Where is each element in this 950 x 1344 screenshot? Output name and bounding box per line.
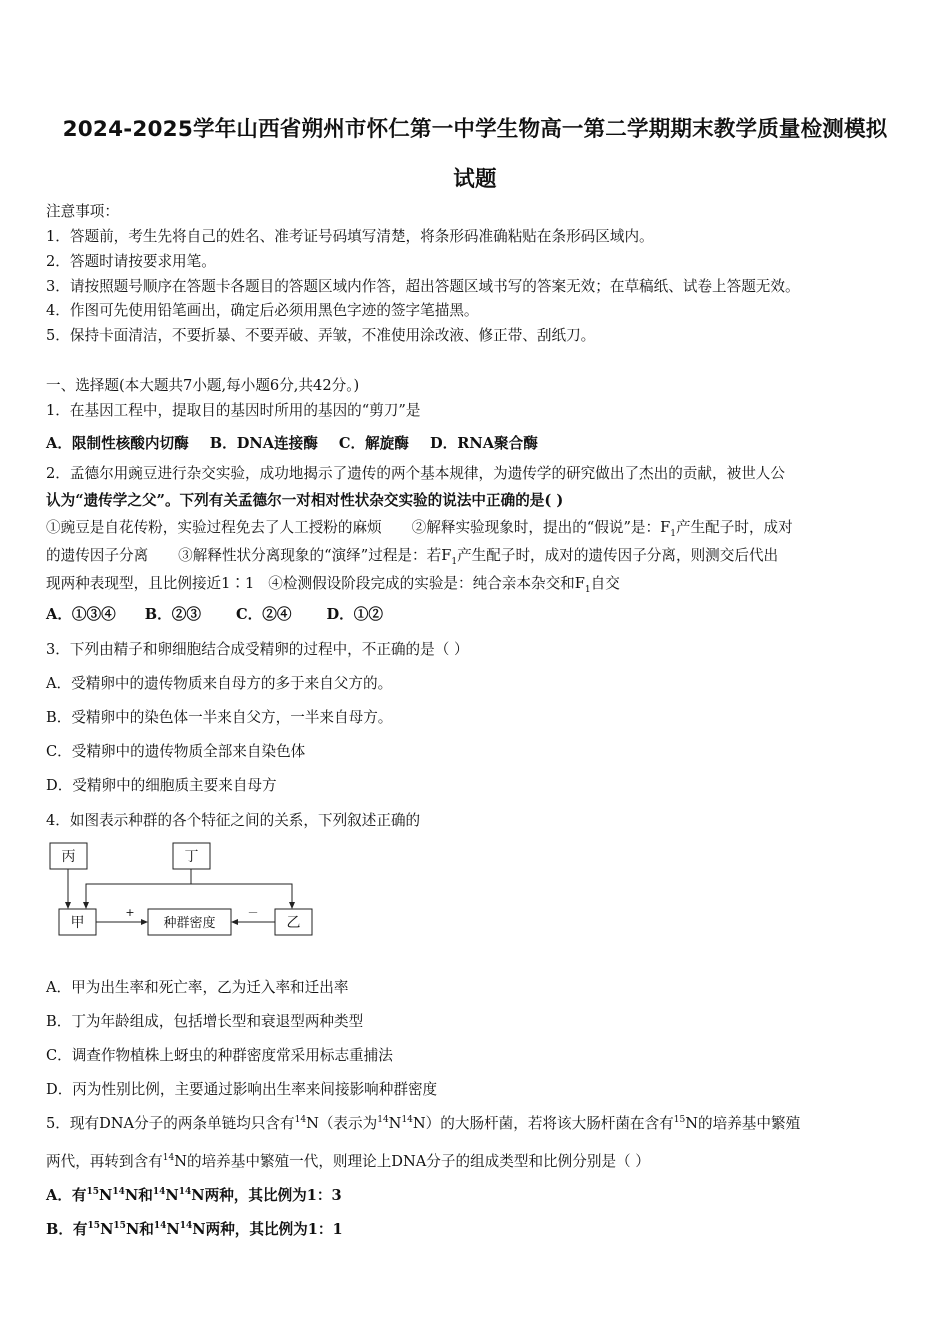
statement-4: ④检测假设阶段完成的实验是：纯合亲本杂交和F <box>268 575 585 592</box>
option-d[interactable]: D．RNA聚合酶 <box>429 435 538 452</box>
notice-item: 4．作图可先使用铅笔画出，确定后必须用黑色字迹的签字笔描黑。 <box>46 302 479 319</box>
statement-2-cont: 产生配子时，成对 <box>675 519 793 536</box>
arrowhead <box>231 919 238 925</box>
notice-item: 3．请按照题号顺序在答题卡各题目的答题区域内作答，超出答题区域书写的答案无效；在草稿纸、试卷上答题无效。 <box>46 278 800 295</box>
notice-heading: 注意事项： <box>46 203 119 220</box>
option-a[interactable]: A．限制性核酸内切酶 <box>46 435 189 452</box>
section-heading: 一、选择题(本大题共7小题,每小题6分,共42分。) <box>46 377 360 394</box>
statement-3-cont: 产生配子时，成对的遗传因子分离，则测交后代出 <box>457 547 779 564</box>
label-jia: 甲 <box>70 915 85 931</box>
label-ding: 丁 <box>184 849 199 865</box>
statement-2: ②解释实验现象时，提出的“假说”是：F <box>411 519 671 536</box>
subscript: 1 <box>670 528 676 539</box>
question-1-stem: 1．在基因工程中，提取目的基因时所用的基因的“剪刀”是 <box>46 402 421 419</box>
option-c[interactable]: C．解旋酶 <box>338 435 409 452</box>
question-4-stem: 4．如图表示种群的各个特征之间的关系，下列叙述正确的 <box>46 812 421 829</box>
option-a[interactable]: A．有$^{15}N^{14}N$和$^{14}N^{14}N$两种，其比例为1：3 <box>46 1187 342 1204</box>
statement-2-end: 的遗传因子分离 <box>46 547 149 564</box>
arrowhead <box>83 902 89 909</box>
option-b[interactable]: B．丁为年龄组成，包括增长型和衰退型两种类型 <box>46 1013 364 1030</box>
subscript: 1 <box>584 584 591 595</box>
label-minus: － <box>247 906 259 919</box>
option-b[interactable]: B．DNA连接酶 <box>209 435 318 452</box>
question-2-stem-cont: 认为“遗传学之父”。下列有关孟德尔一对相对性状杂交实验的说法中正确的是( ) <box>46 492 564 509</box>
arrowhead <box>65 902 71 909</box>
arrowhead <box>141 919 148 925</box>
label-plus: + <box>125 906 135 919</box>
option-c[interactable]: C．②④ <box>236 606 292 623</box>
option-d[interactable]: D．受精卵中的细胞质主要来自母方 <box>46 777 277 794</box>
label-center: 种群密度 <box>163 916 216 931</box>
question-5-stem: 5．现有DNA分子的两条单链均只含有$^{14}$N（表示为$^{14}N^{14}N$）的大肠杆菌，若将该大肠杆菌在含有$^{15}$N的培养基中繁殖 <box>46 1115 801 1132</box>
arrowhead <box>289 902 295 909</box>
statement-1: ①豌豆是自花传粉，实验过程免去了人工授粉的麻烦 <box>46 519 382 536</box>
option-d[interactable]: D．①② <box>326 606 383 623</box>
option-a[interactable]: A．①③④ <box>46 606 116 623</box>
option-a[interactable]: A．受精卵中的遗传物质来自母方的多于来自父方的。 <box>46 675 393 692</box>
notice-item: 5．保持卡面清洁，不要折暴、不要弄破、弄皱，不准使用涂改液、修正带、刮纸刀。 <box>46 327 596 344</box>
label-bing: 丙 <box>61 849 76 865</box>
statement-4-cont: 自交 <box>590 575 620 592</box>
option-b[interactable]: B．有$^{15}N^{15}N$和$^{14}N^{14}N$两种，其比例为1：1 <box>46 1221 343 1238</box>
option-b[interactable]: B．受精卵中的染色体一半来自父方，一半来自母方。 <box>46 709 393 726</box>
statement-3: ③解释性状分离现象的“演绎”过程是：若F <box>178 547 452 564</box>
statement-3-end: 现两种表现型，且比例接近1∶1 <box>46 575 255 592</box>
arrow-ding-branches <box>86 884 292 907</box>
question-3-stem: 3．下列由精子和卵细胞结合成受精卵的过程中，不正确的是（ ） <box>46 641 469 658</box>
option-b[interactable]: B．②③ <box>144 606 201 623</box>
option-c[interactable]: C．调查作物植株上蚜虫的种群密度常采用标志重捕法 <box>46 1047 393 1064</box>
subscript: 1 <box>451 556 458 567</box>
page-title-continued: 试题 <box>453 167 497 192</box>
notice-item: 2．答题时请按要求用笔。 <box>46 253 216 270</box>
option-c[interactable]: C．受精卵中的遗传物质全部来自染色体 <box>46 743 306 760</box>
option-d[interactable]: D．丙为性别比例，主要通过影响出生率来间接影响种群密度 <box>46 1081 438 1098</box>
page-title: 2024-2025学年山西省朔州市怀仁第一中学生物高一第二学期期末教学质量检测模拟 <box>62 117 888 142</box>
label-yi: 乙 <box>286 915 301 931</box>
question-5-stem-cont: 两代，再转到含有$^{14}$N的培养基中繁殖一代，则理论上DNA分子的组成类型和比例分别是（ ） <box>46 1153 650 1170</box>
option-a[interactable]: A．甲为出生率和死亡率，乙为迁入率和迁出率 <box>46 979 349 996</box>
question-2-stem: 2．孟德尔用豌豆进行杂交实验，成功地揭示了遗传的两个基本规律，为遗传学的研究做出了杰出的贡献，被世人公 <box>46 465 785 482</box>
notice-item: 1．答题前，考生先将自己的姓名、准考证号码填写清楚，将条形码准确粘贴在条形码区域内。 <box>46 228 654 245</box>
